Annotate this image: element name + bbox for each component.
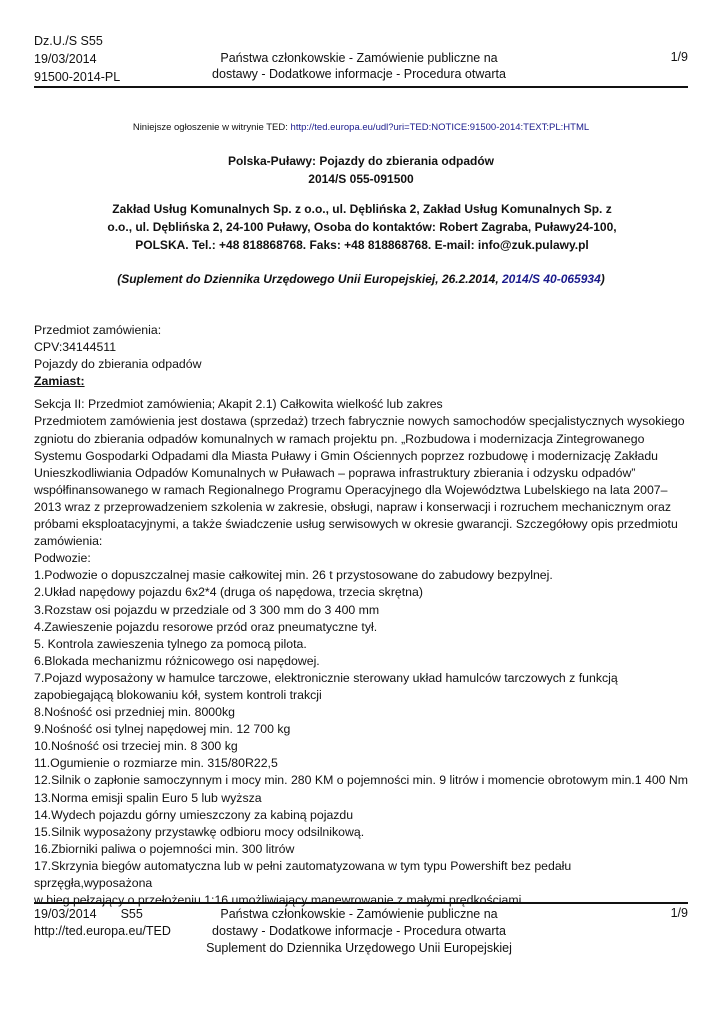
requirement-item: 8.Nośność osi przedniej min. 8000kg	[34, 705, 235, 720]
description-line: Systemu Gospodarki Odpadami dla Miasta Puławy i Gmin Ościennych poprzez rozbudowę i modernizację Zakładu	[34, 448, 659, 463]
footer-date: 19/03/2014	[34, 907, 97, 921]
footer-line3: Suplement do Dziennika Urzędowego Unii Europejskiej	[206, 941, 512, 955]
subject-label: Przedmiot zamówienia:	[34, 323, 162, 337]
cpv-description: Pojazdy do zbierania odpadów	[34, 357, 202, 372]
description	[34, 413, 690, 550]
ted-notice	[34, 122, 688, 133]
requirement-item: 16.Zbiorniki paliwa o pojemności min. 300 litrów	[34, 841, 295, 856]
section-heading: Sekcja II: Przedmiot zamówienia; Akapit 2.1) Całkowita wielkość lub zakres	[34, 397, 443, 412]
footer-meta	[34, 906, 171, 940]
footer-line2: dostawy - Dodatkowe informacje - Procedura otwarta	[212, 924, 506, 938]
notice-body	[34, 322, 690, 909]
supplement-link[interactable]: 2014/S 40-065934	[502, 272, 601, 286]
requirement-item: 9.Nośność osi tylnej napędowej min. 12 700 kg	[34, 722, 291, 737]
requirement-item: 5. Kontrola zawieszenia tylnego za pomocą pilota.	[34, 636, 307, 651]
requirement-item: 2.Układ napędowy pojazdu 6x2*4 (druga oś napędowa, trzecia skrętna)	[34, 585, 423, 600]
description-line: zgniotu do zbierania odpadów komunalnych w ramach projektu pn. „Rozbudowa i modernizacja Zintegrowanego	[34, 431, 645, 446]
header-doc-id: 91500-2014-PL	[34, 70, 121, 84]
buyer-info	[60, 200, 664, 254]
header-date: 19/03/2014	[34, 52, 97, 66]
supplement-prefix: (Suplement do Dziennika Urzędowego Unii Europejskiej, 26.2.2014,	[117, 272, 502, 286]
requirement-item: 3.Rozstaw osi pojazdu w przedziale od 3 300 mm do 3 400 mm	[34, 602, 380, 617]
requirement-item: 10.Nośność osi trzeciej min. 8 300 kg	[34, 739, 238, 754]
description-line: próbami eksploatacyjnymi, a także świadczenie usług serwisowych w okresie gwarancji. Szczegółowy opis przedmiotu	[34, 517, 678, 532]
buyer-line1: Zakład Usług Komunalnych Sp. z o.o., ul. Dęblińska 2, Zakład Usług Komunalnych Sp. z	[112, 202, 612, 216]
header-title-line2: dostawy - Dodatkowe informacje - Procedura otwarta	[212, 67, 506, 81]
requirement-item: w bieg pełzający o przełożeniu 1:16 umożliwiający manewrowanie z małymi prędkościami	[34, 893, 522, 908]
requirement-item: 7.Pojazd wyposażony w hamulce tarczowe, elektronicznie sterowany układ hamulców tarczowych z funkcją	[34, 670, 618, 685]
notice-title-line1: Polska-Puławy: Pojazdy do zbierania odpadów	[227, 154, 495, 168]
supplement-reference	[34, 272, 688, 286]
description-line: współfinansowanego w ramach Regionalnego Programu Operacyjnego dla Województwa Lubelskiego na lata 2007–	[34, 482, 668, 497]
header-page-number: 1/9	[670, 50, 688, 64]
page-header	[34, 32, 688, 88]
instead-label: Zamiast:	[34, 374, 85, 389]
footer-page-number: 1/9	[670, 906, 688, 920]
notice-title	[34, 152, 688, 188]
description-line: 2013 wraz z przeprowadzeniem szkolenia w zakresie, obsługi, napraw i konserwacji i rozruchem mechanicznym oraz	[34, 499, 671, 514]
page-footer	[34, 902, 688, 964]
cpv-code: CPV:34144511	[34, 340, 117, 355]
description-line: zamówienia:	[34, 534, 103, 549]
ted-notice-link[interactable]: http://ted.europa.eu/udl?uri=TED:NOTICE:91500-2014:TEXT:PL:HTML	[290, 122, 590, 133]
notice-title-number: 2014/S 055-091500	[308, 172, 414, 186]
header-title	[184, 50, 534, 82]
header-ref: Dz.U./S S55	[34, 34, 103, 48]
requirement-item: 14.Wydech pojazdu górny umieszczony za kabiną pojazdu	[34, 807, 354, 822]
footer-url: http://ted.europa.eu/TED	[34, 924, 171, 938]
requirements-list	[34, 567, 690, 909]
buyer-line2: o.o., ul. Dęblińska 2, 24-100 Puławy, Osoba do kontaktów: Robert Zagraba, Puławy24-100,	[107, 220, 617, 234]
requirement-item: 6.Blokada mechanizmu różnicowego osi napędowej.	[34, 653, 320, 668]
header-title-line1: Państwa członkowskie - Zamówienie publiczne na	[220, 51, 498, 65]
requirement-item: 13.Norma emisji spalin Euro 5 lub wyższa	[34, 790, 262, 805]
footer-series: S55	[120, 907, 143, 921]
requirement-item: 12.Silnik o zapłonie samoczynnym i mocy min. 280 KM o pojemności min. 9 litrów i momencie obrotowym min.1 400 Nm	[34, 773, 689, 788]
description-line: Przedmiotem zamówienia jest dostawa (sprzedaż) trzech fabrycznie nowych samochodów specjalistycznych wysokiego	[34, 414, 685, 429]
supplement-suffix: )	[600, 272, 605, 286]
footer-title	[174, 906, 544, 957]
requirement-item: 4.Zawieszenie pojazdu resorowe przód oraz pneumatyczne tył.	[34, 619, 378, 634]
requirement-item: 1.Podwozie o dopuszczalnej masie całkowitej min. 26 t przystosowane do zabudowy bezpylnej.	[34, 568, 553, 583]
header-meta	[34, 32, 120, 86]
buyer-line3: POLSKA. Tel.: +48 818868768. Faks: +48 818868768. E-mail: info@zuk.pulawy.pl	[135, 238, 589, 252]
chassis-label: Podwozie:	[34, 551, 91, 566]
requirement-item: zapobiegającą blokowaniu kół, system kontroli trakcji	[34, 687, 322, 702]
description-line: Unieszkodliwiania Odpadów Komunalnych w Puławach – poprawa infrastruktury zbierania i odzysku odpadów”	[34, 465, 636, 480]
ted-notice-label: Niniejsze ogłoszenie w witrynie TED:	[132, 122, 291, 133]
requirement-item: 11.Ogumienie o rozmiarze min. 315/80R22,5	[34, 756, 278, 771]
footer-line1: Państwa członkowskie - Zamówienie publiczne na	[220, 907, 498, 921]
requirement-item: 15.Silnik wyposażony przystawkę odbioru mocy odsilnikową.	[34, 824, 365, 839]
requirement-item: 17.Skrzynia biegów automatyczna lub w pełni zautomatyzowana w tym typu Powershift bez pedału sprzęgła,wyposażona	[34, 858, 572, 890]
